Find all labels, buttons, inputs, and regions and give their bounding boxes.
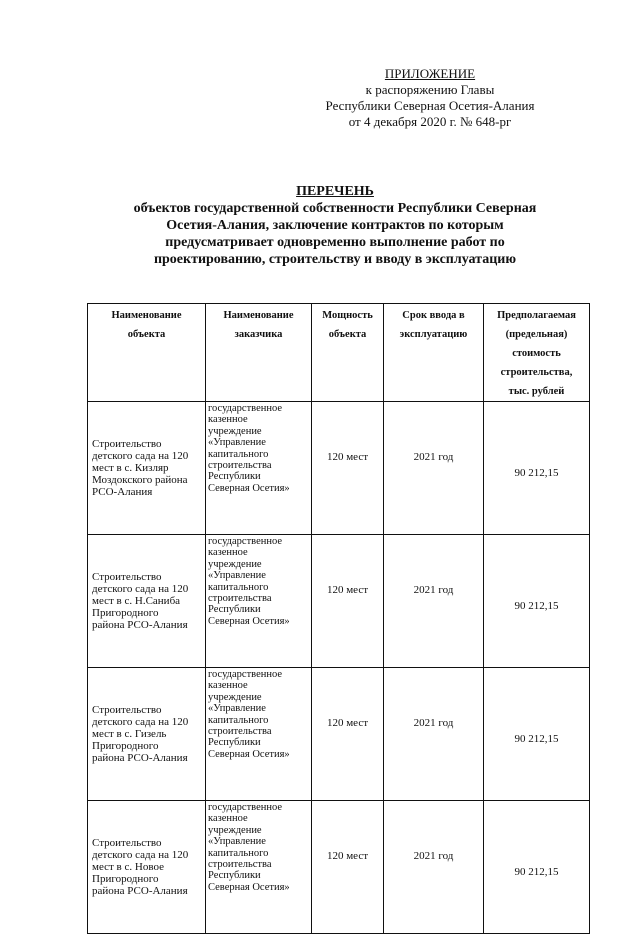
cell-line: района РСО-Алания	[92, 752, 188, 764]
customer-cell	[206, 402, 312, 535]
header-text: Наименование	[111, 310, 182, 321]
header-text: эксплуатацию	[399, 329, 468, 340]
appendix-line: от 4 декабря 2020 г. № 648-рг	[348, 114, 512, 129]
capacity-cell: 120 мест	[312, 402, 384, 535]
header-text: Срок ввода в	[402, 310, 465, 321]
header-capacity	[312, 304, 384, 402]
cell-line: Строительство	[92, 571, 162, 583]
cell-line: Республики	[208, 870, 261, 882]
cell-line: района РСО-Алания	[92, 619, 188, 631]
cost-cell: 90 212,15	[484, 535, 590, 668]
cell-line: мест в с. Гизель	[92, 728, 167, 740]
header-text: Мощность	[322, 310, 373, 321]
object-name-cell	[88, 801, 206, 934]
date-cell: 2021 год	[384, 668, 484, 801]
cell-line: мест в с. Н.Саниба	[92, 595, 181, 607]
header-estimated-cost	[484, 304, 590, 402]
header-object-name	[88, 304, 206, 402]
appendix-block	[280, 66, 580, 130]
cost-cell: 90 212,15	[484, 668, 590, 801]
cell-line: мест в с. Новое	[92, 861, 164, 873]
appendix-line: к распоряжению Главы	[365, 82, 495, 97]
table-row	[88, 402, 590, 535]
cell-line: Пригородного	[92, 740, 159, 752]
header-customer	[206, 304, 312, 402]
cell-line: строительства	[208, 859, 272, 871]
cell-line: «Управление	[208, 437, 266, 449]
cell-line: «Управление	[208, 703, 266, 715]
cell-line: учреждение	[208, 425, 262, 437]
cell-line: учреждение	[208, 558, 262, 570]
capacity-cell: 120 мест	[312, 535, 384, 668]
cell-line: капитального	[208, 581, 269, 593]
objects-table	[87, 303, 590, 934]
heading-line: Осетия-Алания, заключение контрактов по которым	[166, 218, 504, 233]
customer-cell	[206, 801, 312, 934]
header-text: (предельная)	[505, 329, 568, 340]
cell-line: государственное	[208, 536, 283, 547]
capacity-cell: 120 мест	[312, 801, 384, 934]
document-heading	[80, 183, 590, 268]
cell-line: Пригородного	[92, 607, 159, 619]
header-text: тыс. рублей	[508, 386, 565, 397]
cell-line: Республики	[208, 737, 261, 749]
cell-line: государственное	[208, 802, 283, 813]
object-name-cell	[88, 535, 206, 668]
cell-line: Строительство	[92, 837, 162, 849]
cell-line: Строительство	[92, 438, 162, 450]
customer-cell	[206, 668, 312, 801]
cell-line: мест в с. Кизляр	[92, 462, 169, 474]
heading-line: объектов государственной собственности Республики Северная	[133, 201, 537, 216]
table-header-row	[88, 304, 590, 402]
header-commissioning-date	[384, 304, 484, 402]
capacity-cell: 120 мест	[312, 668, 384, 801]
cell-line: Северная Осетия»	[208, 615, 290, 627]
date-cell: 2021 год	[384, 402, 484, 535]
cell-line: «Управление	[208, 836, 266, 848]
cell-line: детского сада на 120	[92, 583, 189, 595]
cell-line: учреждение	[208, 691, 262, 703]
cell-line: капитального	[208, 448, 269, 460]
table-row	[88, 668, 590, 801]
cell-line: Северная Осетия»	[208, 482, 290, 494]
cell-line: строительства	[208, 726, 272, 738]
cell-line: детского сада на 120	[92, 716, 189, 728]
cell-line: РСО-Алания	[92, 486, 153, 498]
cell-line: капитального	[208, 714, 269, 726]
table-row	[88, 801, 590, 934]
header-text: строительства,	[500, 367, 573, 378]
cell-line: Пригородного	[92, 873, 159, 885]
cost-cell: 90 212,15	[484, 402, 590, 535]
header-text: Предполагаемая	[497, 310, 576, 321]
cell-line: Строительство	[92, 704, 162, 716]
cell-line: детского сада на 120	[92, 450, 189, 462]
heading-line: проектированию, строительству и вводу в эксплуатацию	[153, 252, 517, 267]
heading-title: ПЕРЕЧЕНЬ	[296, 184, 374, 199]
cell-line: строительства	[208, 460, 272, 472]
cell-line: Северная Осетия»	[208, 748, 290, 760]
cell-line: капитального	[208, 847, 269, 859]
cell-line: Республики	[208, 471, 261, 483]
cost-cell: 90 212,15	[484, 801, 590, 934]
cell-line: района РСО-Алания	[92, 885, 188, 897]
cell-line: казенное	[208, 680, 248, 692]
cell-line: учреждение	[208, 824, 262, 836]
cell-line: строительства	[208, 593, 272, 605]
heading-line: предусматривает одновременно выполнение работ по	[165, 235, 505, 250]
header-text: Наименование	[223, 310, 294, 321]
object-name-cell	[88, 668, 206, 801]
cell-line: государственное	[208, 403, 283, 414]
header-text: стоимость	[512, 348, 561, 359]
cell-line: государственное	[208, 669, 283, 680]
cell-line: «Управление	[208, 570, 266, 582]
cell-line: Северная Осетия»	[208, 881, 290, 893]
header-text: заказчика	[234, 329, 283, 340]
object-name-cell	[88, 402, 206, 535]
customer-cell	[206, 535, 312, 668]
header-text: объекта	[328, 329, 367, 340]
cell-line: казенное	[208, 813, 248, 825]
table-row	[88, 535, 590, 668]
header-text: объекта	[127, 329, 166, 340]
cell-line: казенное	[208, 547, 248, 559]
appendix-title: ПРИЛОЖЕНИЕ	[384, 66, 476, 81]
cell-line: Моздокского района	[92, 474, 188, 486]
date-cell: 2021 год	[384, 535, 484, 668]
cell-line: казенное	[208, 414, 248, 426]
appendix-line: Республики Северная Осетия-Алания	[325, 98, 535, 113]
date-cell: 2021 год	[384, 801, 484, 934]
cell-line: детского сада на 120	[92, 849, 189, 861]
cell-line: Республики	[208, 604, 261, 616]
